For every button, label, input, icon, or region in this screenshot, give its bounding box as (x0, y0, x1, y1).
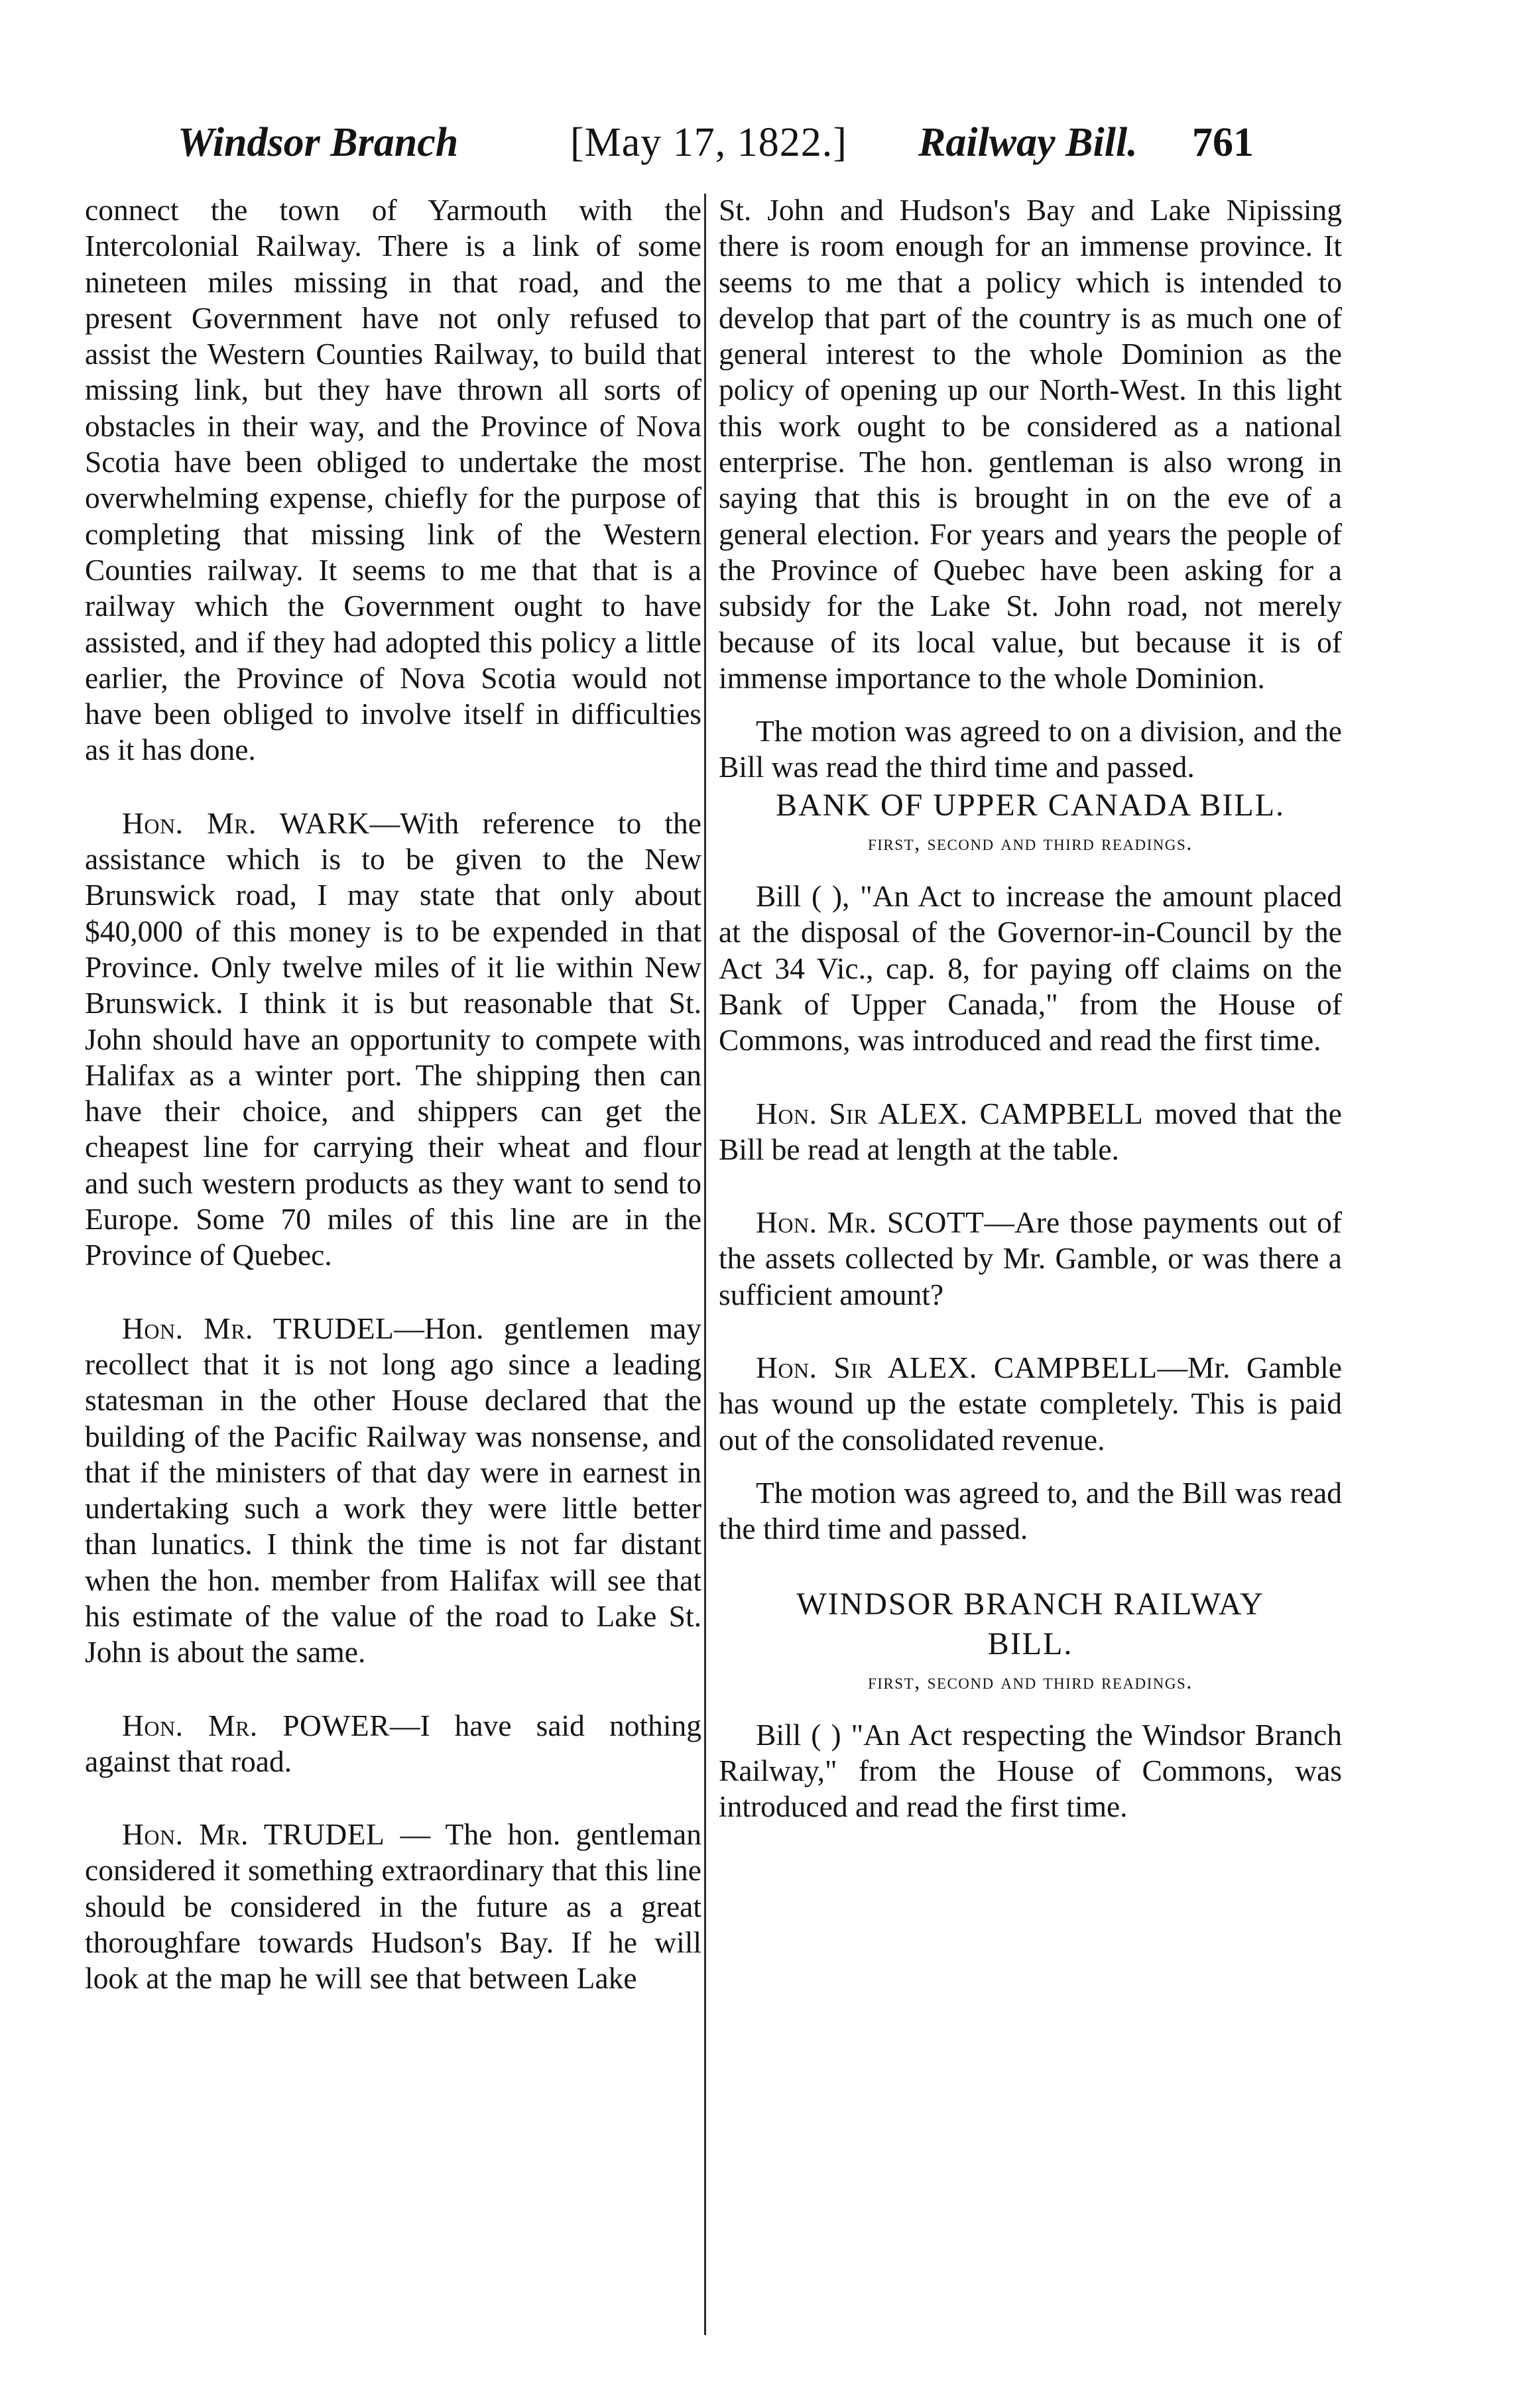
paragraph: The motion was agreed to, and the Bill was read the third time and passed. (719, 1475, 1342, 1546)
left-column (85, 192, 701, 1997)
heading-line: WINDSOR BRANCH RAILWAY (796, 1586, 1264, 1622)
speaker-name: Hon. Sir ALEX. CAMPBELL (756, 1351, 1158, 1385)
speech-text: —With reference to the assistance which is to be given to the New Brunswick road, I may state that only about $40,000 of this money is to be expended in that Province. Only twelve miles of it lie within New Brunswick. I think it is but reasonable that St. John should have an opportunity to compete with Halifax as a winter port. The shipping then can have their choice, and shippers can get the cheapest line for carrying their wheat and flour and such western products as they want to send to Europe. Some 70 miles of this line are in the Province of Quebec. (85, 806, 701, 1272)
speaker-name: Hon. Mr. WARK (122, 806, 370, 840)
section-heading: BANK OF UPPER CANADA BILL. (775, 787, 1286, 823)
speech-trudel (85, 1311, 701, 1671)
paragraph: Bill ( ) "An Act respecting the Windsor Branch Railway," from the House of Commons, was introduced and read the first time. (719, 1717, 1342, 1824)
column-divider (704, 194, 706, 2335)
speech-text: —Are those payments out of the assets collected by Mr. Gamble, or was there a sufficient amount? (719, 1205, 1343, 1311)
heading-line: BILL. (987, 1626, 1073, 1661)
speaker-name: Hon. Mr. TRUDEL (122, 1817, 385, 1852)
header-date: [May 17, 1822.] (570, 120, 847, 165)
section-subheading: first, second and third readings. (867, 1669, 1193, 1694)
paragraph: St. John and Hudson's Bay and Lake Nipissing there is room enough for an immense province. It seems to me that a policy which is intended to develop that part of the country is as much one of general interest to the whole Dominion as the policy of opening up our North-West. In this light this work ought to be considered as a national enterprise. The hon. gentleman is also wrong in saying that this is brought in on the eve of a general election. For years and years the people of the Province of Quebec have been asking for a subsidy for the Lake St. John road, not merely because of its local value, but because it is of immense importance to the whole Dominion. (719, 193, 1342, 695)
section-heading (719, 1585, 1342, 1664)
speech-text: moved that the Bill be read at length at the table. (719, 1096, 1342, 1166)
running-header (0, 113, 1513, 186)
speech-scott (719, 1205, 1342, 1313)
header-bill-title: Railway Bill. (918, 120, 1138, 165)
right-column (719, 192, 1342, 1825)
speech-trudel-2 (85, 1817, 701, 1996)
speaker-name: Hon. Mr. TRUDEL (122, 1311, 394, 1345)
paragraph: connect the town of Yarmouth with the Intercolonial Railway. There is a link of some nineteen miles missing in that road, and the present Government have not only refused to assist the Western Counties Railway, to build that missing link, but they have thrown all sorts of obstacles in their way, and the Province of Nova Scotia have been obliged to undertake the most overwhelming expense, chiefly for the purpose of completing that missing link of the Western Counties railway. It seems to me that that is a railway which the Government ought to have assisted, and if they had adopted this policy a little earlier, the Province of Nova Scotia would not have been obliged to involve itself in difficulties as it has done. (85, 193, 701, 767)
speech-power (85, 1708, 701, 1780)
speech-campbell (719, 1096, 1342, 1168)
section-subheading: first, second and third readings. (867, 831, 1193, 855)
speech-campbell-2 (719, 1350, 1342, 1458)
paragraph: Bill ( ), "An Act to increase the amount placed at the disposal of the Governor-in-Council by the Act 34 Vic., cap. 8, for paying off claims on the Bank of Upper Canada," from the House of Commons, was introduced and read the first time. (719, 879, 1342, 1057)
speaker-name: Hon. Sir ALEX. CAMPBELL (756, 1096, 1144, 1130)
speech-text: —Hon. gentlemen may recollect that it is not long ago since a leading statesman in the other House declared that the building of the Pacific Railway was nonsense, and that if the ministers of that day were in earnest in undertaking such a work they were little better than lunatics. I think the time is not far distant when the hon. member from Halifax will see that his estimate of the value of the road to Lake St. John is about the same. (85, 1311, 701, 1669)
speaker-name: Hon. Mr. POWER (122, 1708, 390, 1742)
page-number: 761 (1192, 120, 1254, 165)
speech-text: — The hon. gentleman considered it something extraordinary that this line should be considered in the future as a great thoroughfare towards Hudson's Bay. If he will look at the map he will see that between Lake (85, 1817, 701, 1996)
header-section-title: Windsor Branch (178, 120, 459, 165)
speech-text: —Mr. Gamble has wound up the estate completely. This is paid out of the consolidated revenue. (719, 1351, 1343, 1457)
speech-text: —I have said nothing against that road. (85, 1708, 701, 1778)
speaker-name: Hon. Mr. SCOTT (756, 1205, 985, 1240)
speech-wark (85, 806, 701, 1274)
paragraph: The motion was agreed to on a division, and the Bill was read the third time and passed. (719, 714, 1342, 784)
